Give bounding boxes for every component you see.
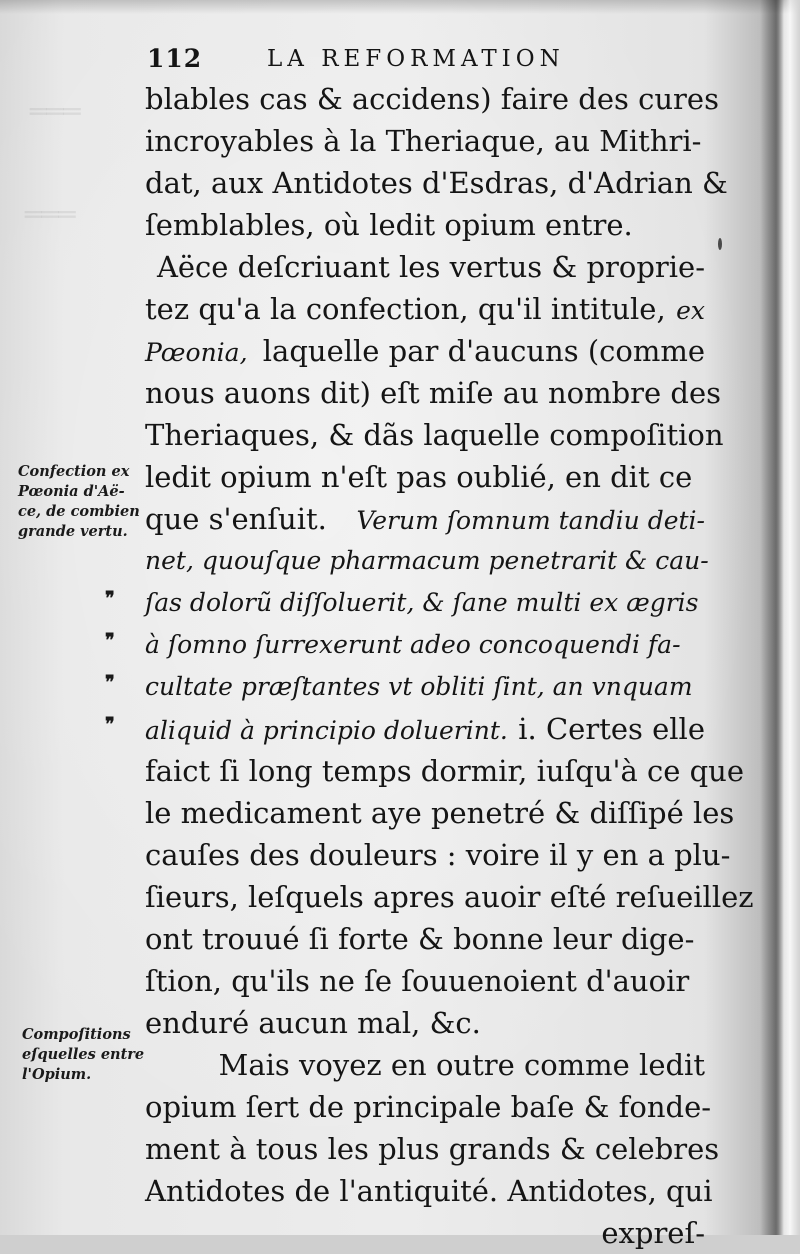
margin-note-line: Confection ex (18, 463, 130, 480)
text-line: expreſ- (601, 1216, 705, 1250)
text-line (145, 708, 705, 750)
text-segment: Aëce deſcriuant les vertus & proprie- (156, 250, 705, 284)
text-line (145, 498, 705, 540)
quote-mark: ❞ (105, 588, 114, 609)
margin-note-line: grande vertu. (18, 523, 128, 540)
running-head: LA REFORMATION (267, 46, 565, 72)
text-line: ſemblables, où ledit opium entre. (145, 208, 633, 242)
text-line: Antidotes de l'antiquité. Antidotes, qui (145, 1174, 713, 1208)
margin-note-line: l'Opium. (22, 1066, 92, 1083)
text-line: ment à tous les plus grands & celebres (145, 1132, 720, 1166)
text-line: ſtion, qu'ils ne ſe ſouuenoient d'auoir (145, 964, 690, 998)
italic-phrase: ex (676, 296, 705, 325)
italic-phrase: aliquid à principio doluerint. (145, 716, 508, 745)
text-line: incroyables à la Theriaque, au Mithri- (145, 124, 702, 158)
text-segment: tez qu'a la confection, qu'il intitule, (145, 292, 666, 326)
text-segment: que s'enſuit. (145, 502, 327, 536)
text-line: ſas dolorũ diſſoluerit, & ſane multi ex ægris (145, 588, 699, 617)
margin-note-line: ce, de combien (18, 503, 140, 520)
italic-phrase: Pœonia, (145, 338, 248, 367)
text-line (145, 288, 705, 330)
quote-mark: ❞ (105, 714, 114, 735)
text-line (145, 246, 705, 288)
text-line: cauſes des douleurs : voire il y en a plu- (145, 838, 731, 872)
text-line: blables cas & accidens) faire des cures (145, 82, 719, 116)
text-line: faict ſi long temps dormir, iuſqu'à ce que (145, 754, 745, 788)
italic-phrase: Verum ſomnum tandiu deti- (356, 506, 705, 535)
text-line (145, 1044, 705, 1086)
text-segment: Mais voyez en outre comme ledit (218, 1048, 705, 1082)
text-line: cultate præſtantes vt obliti ſint, an vnquam (145, 672, 693, 701)
top-shadow (0, 0, 800, 14)
text-line: opium ſert de principale baſe & fonde- (145, 1090, 712, 1124)
text-line: dat, aux Antidotes d'Esdras, d'Adrian & (145, 166, 728, 200)
text-line: ſieurs, leſquels apres auoir eſté reſueillez (145, 880, 754, 914)
text-line: ledit opium n'eſt pas oublié, en dit ce (145, 460, 693, 494)
margin-note-confection (18, 462, 140, 542)
page-number: 112 (147, 44, 203, 73)
text-segment: i. Certes elle (518, 712, 705, 746)
bleed-through: ═══ (25, 198, 76, 231)
margin-note-line: Compoſitions (22, 1026, 131, 1043)
margin-note-line: eſquelles entre (22, 1046, 145, 1063)
bleed-through: ═══ (30, 95, 81, 128)
margin-note-compositions (22, 1025, 144, 1085)
text-line: ont trouué ſi forte & bonne leur dige- (145, 922, 695, 956)
text-line: nous auons dit) eſt miſe au nombre des (145, 376, 722, 410)
body-text (145, 78, 754, 1254)
text-line: Theriaques, & dãs laquelle compoſition (145, 418, 724, 452)
text-line (145, 330, 705, 372)
text-line: à ſomno ſurrexerunt adeo concoquendi fa- (145, 630, 681, 659)
quote-mark: ❞ (105, 672, 114, 693)
margin-note-line: Pœonia d'Aë- (18, 483, 125, 500)
quote-mark: ❞ (105, 630, 114, 651)
ink-speck (718, 238, 722, 250)
text-line: enduré aucun mal, &c. (145, 1006, 481, 1040)
gutter-edge (760, 0, 800, 1235)
text-segment: laquelle par d'aucuns (comme (262, 334, 705, 368)
text-line: net, quouſque pharmacum penetrarit & cau- (145, 546, 709, 575)
text-line: le medicament aye penetré & diſſipé les (145, 796, 735, 830)
